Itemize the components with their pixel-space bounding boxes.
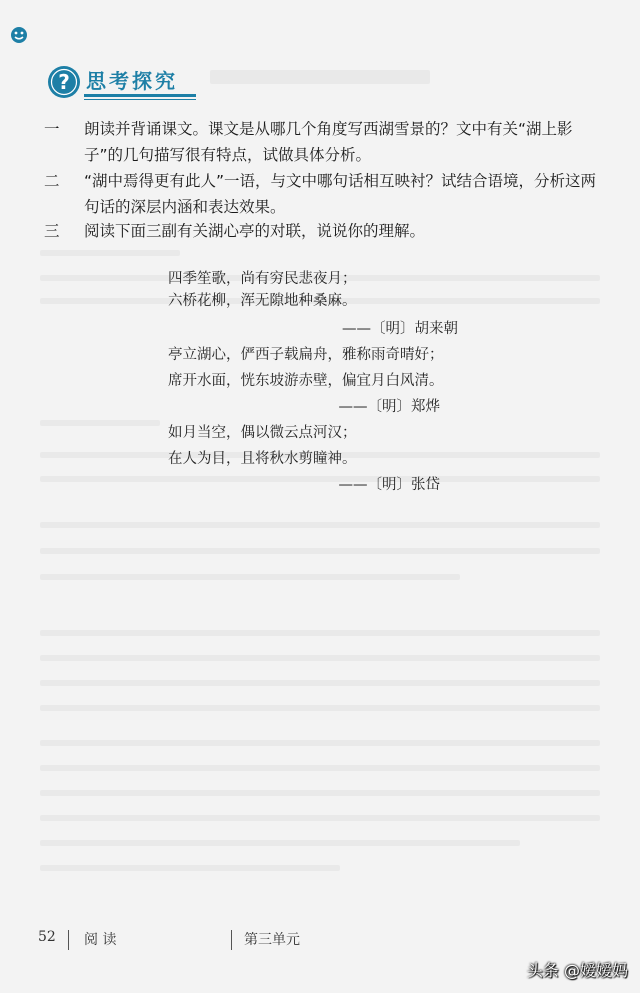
couplet-line: 如月当空，偶以微云点河汉； <box>168 425 357 441</box>
couplet-line: 亭立湖心，俨西子载扁舟，雅称雨奇晴好； <box>168 347 444 363</box>
couplet-line: 六桥花柳，浑无隙地种桑麻。 <box>168 293 357 309</box>
couplet-3 <box>168 422 440 496</box>
question-mark-icon <box>46 64 82 100</box>
couplet-line: 在人为目，且将秋水剪瞳神。 <box>168 451 357 467</box>
watermark: 头条 @嫒嫒妈 <box>526 961 628 980</box>
title-underline <box>84 94 196 97</box>
section-header <box>46 64 196 106</box>
couplet-2 <box>168 344 444 418</box>
page-number: 52 <box>38 929 56 945</box>
question-text: 阅读下面三副有关湖心亭的对联，说说你的理解。 <box>84 222 426 240</box>
couplet-author: ——〔明〕胡来朝 <box>342 321 458 337</box>
footer-divider <box>68 930 69 950</box>
section-title: 思考探究 <box>86 69 178 93</box>
smiley-icon <box>10 26 28 44</box>
question-text: 朗读并背诵课文。课文是从哪几个角度写西湖雪景的？文中有关“湖上影子”的几句描写很有特点，试做具体分析。 <box>84 120 573 164</box>
unit-title: 第三单元 <box>244 932 300 948</box>
title-underline-thin <box>84 99 196 100</box>
couplet-line: 席开水面，恍东坡游赤壁，偏宜月白风清。 <box>168 373 444 389</box>
question-number: 二 <box>44 172 60 190</box>
couplet-line: 四季笙歌，尚有穷民悲夜月； <box>168 271 357 287</box>
book-title: 阅 读 <box>84 932 117 948</box>
question-item <box>44 116 604 168</box>
question-number: 一 <box>44 120 60 138</box>
couplet-author: ——〔明〕张岱 <box>338 477 440 493</box>
footer-divider <box>231 930 232 950</box>
question-text: “湖中焉得更有此人”一语，与文中哪句话相互映衬？试结合语境，分析这两句话的深层内涵和表达效果。 <box>84 172 597 216</box>
question-item <box>44 168 604 220</box>
couplet-author: ——〔明〕郑烨 <box>338 399 440 415</box>
question-item <box>44 218 604 244</box>
svg-text:?: ? <box>58 70 70 94</box>
couplet-1 <box>168 268 458 340</box>
question-number: 三 <box>44 222 60 240</box>
